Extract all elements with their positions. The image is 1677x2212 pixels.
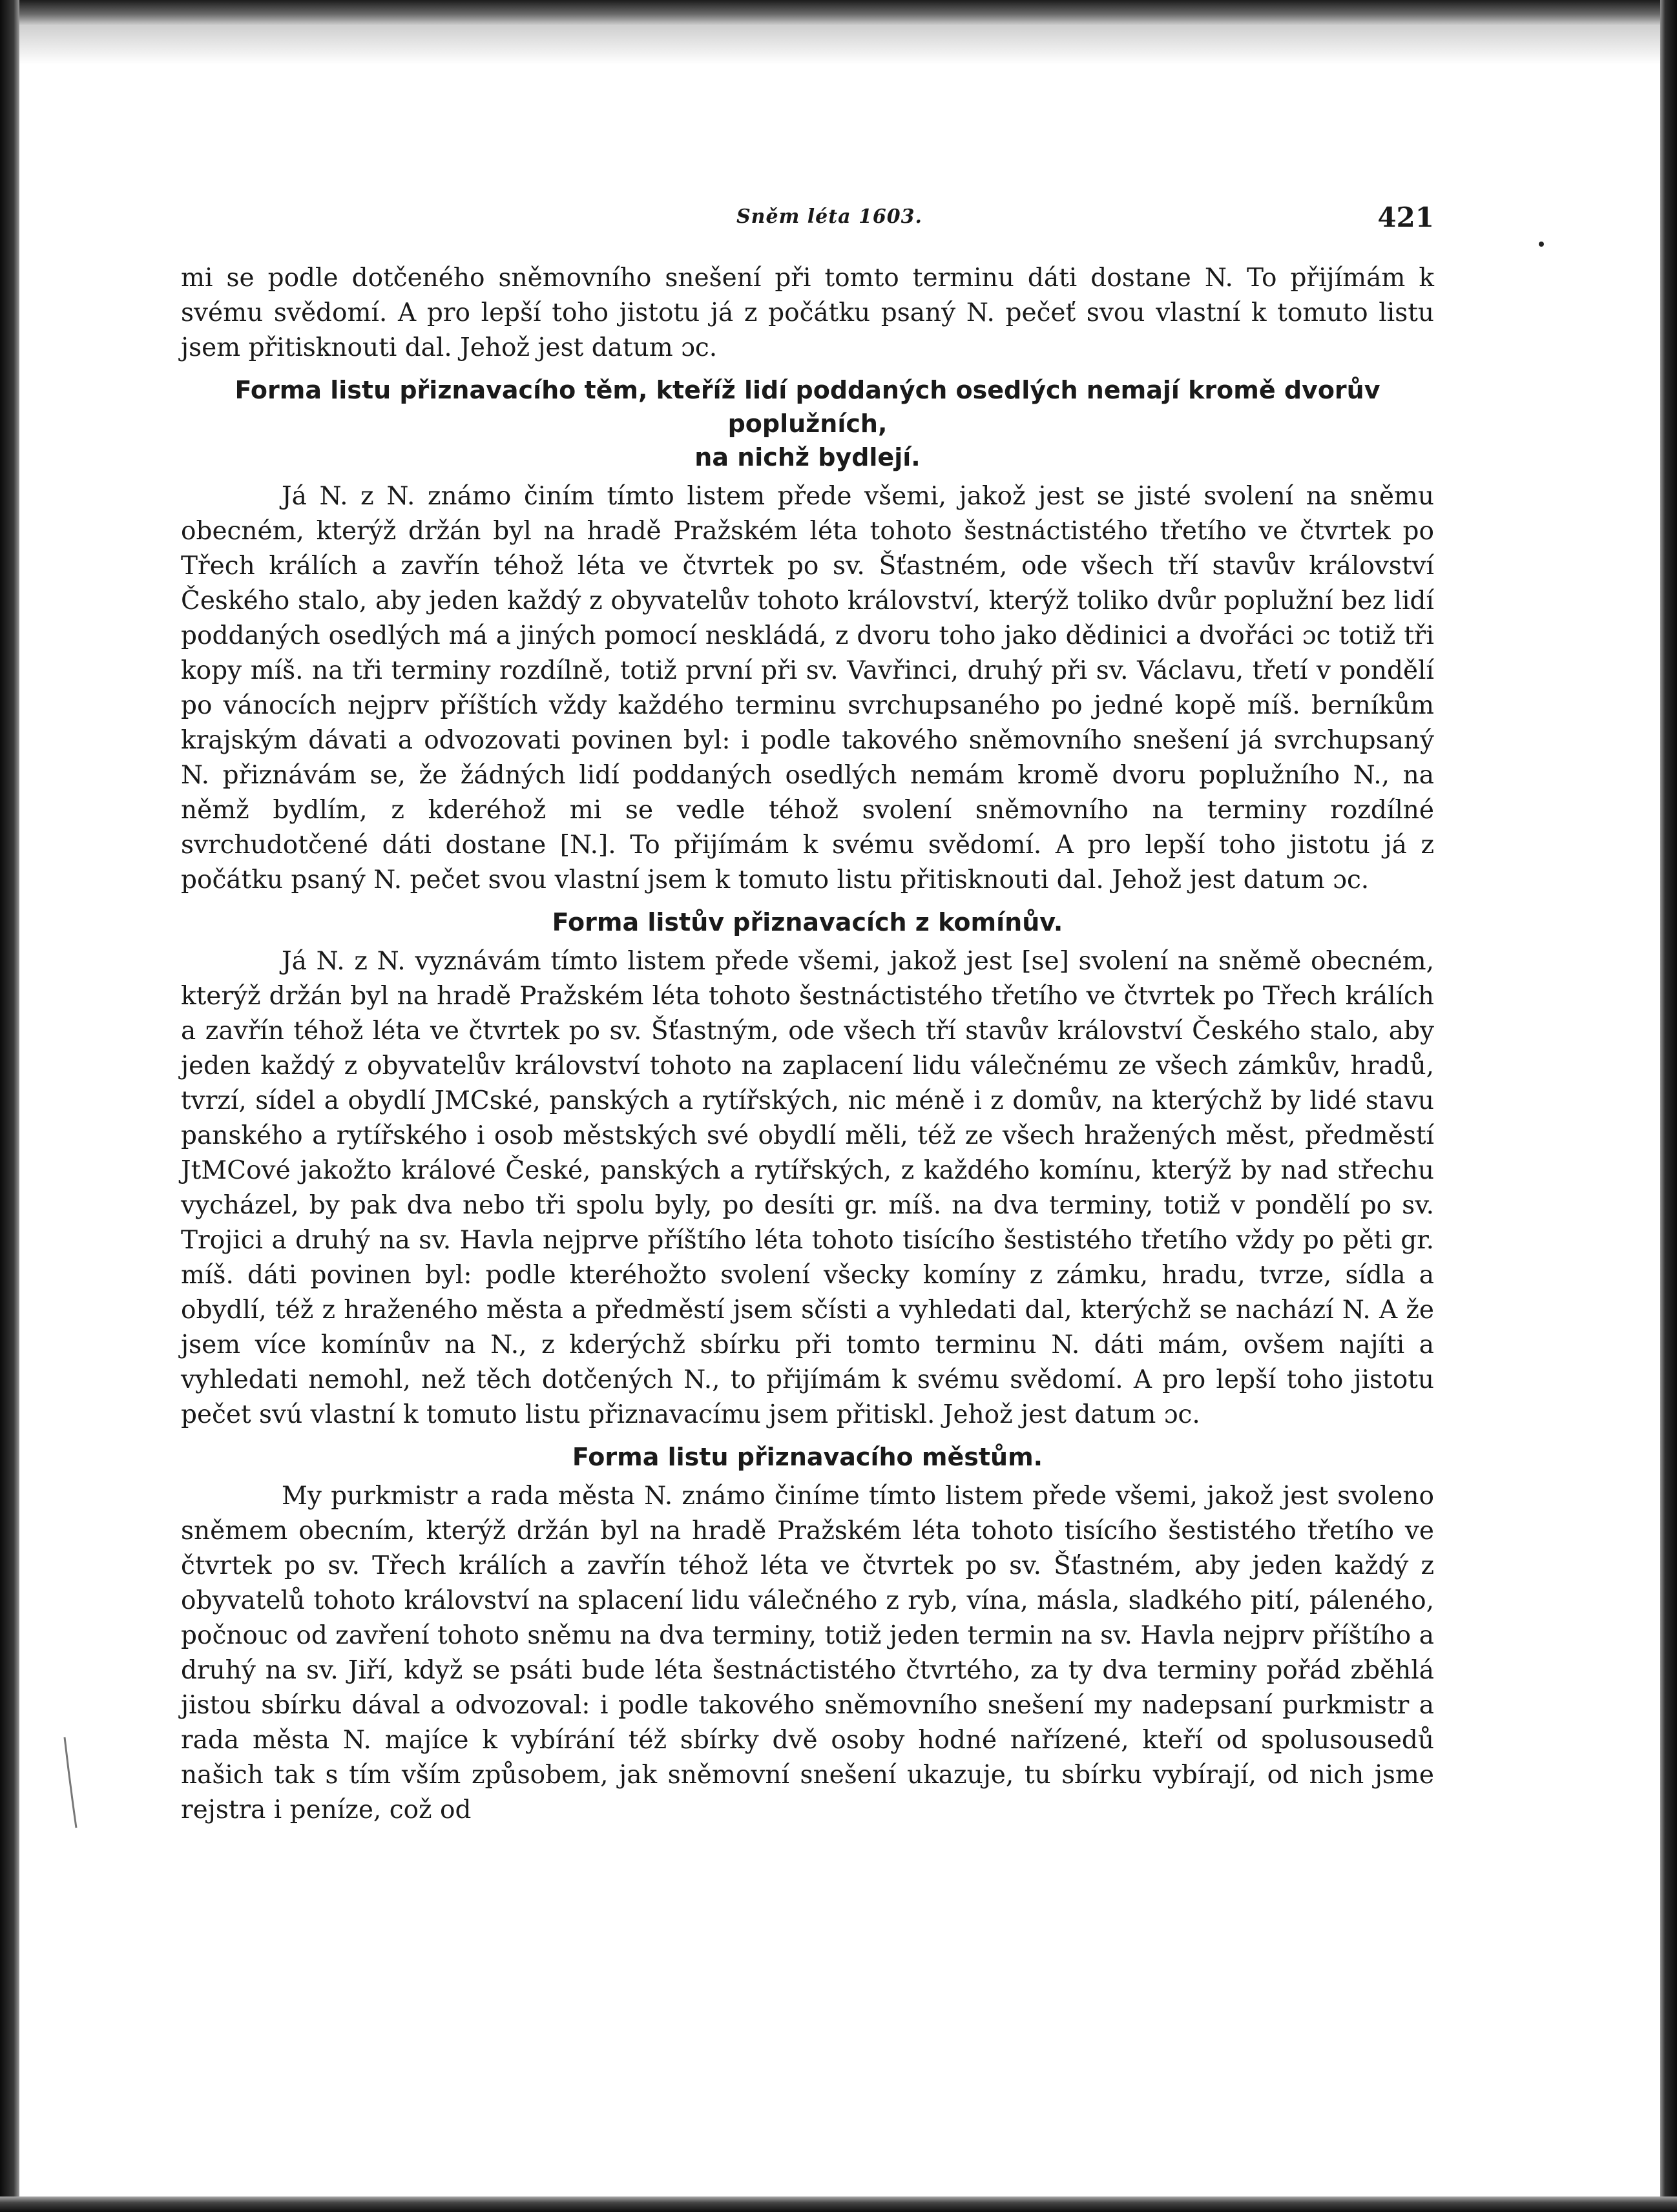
- scan-mark: [65, 1737, 76, 1828]
- section-2-paragraph: Já N. z N. vyznávám tímto listem přede všemi, jakož jest [se] svolení na sněmě obecném, kterýž držán byl na hradě Pražském léta tohoto šestnáctistého třetího ve čtvrtek po Třech králích a zavřín téhož léta ve čtvrtek po sv. Šťastným, ode všech tří stavův království Českého stalo, aby jeden každý z obyvatelův království tohoto na zaplacení lidu válečnému ze všech zámkův, hradů, tvrzí, sídel a obydlí JMCské, panských a rytířských, nic méně i z domův, na kterýchž by lidé stavu panského a rytířského i osob městských své obydlí měli, též ze všech hražených měst, předměstí JtMCové jakožto králové České, panských a rytířských, z každého komínu, kterýž by nad střechu vycházel, by pak dva nebo tři spolu byly, po desíti gr. míš. na dva terminy, totiž v pondělí po sv. Trojici a druhý na sv. Havla nejprve příštího léta tohoto tisícího šestistého třetího vždy po pěti gr. míš. dáti povinen byl: podle kteréhožto svolení všecky komíny z zámku, hradu, tvrze, sídla a obydlí, též z hraženého města a předměstí jsem sčísti a vyhledati dal, kterýchž se nachází N. A že jsem více komínův na N., z kderýchž sbírku při tomto terminu N. dáti mám, ovšem najíti a vyhledati nemohl, než těch dotčených N., to přijímám k svému svědomí. A pro lepší toho jistotu pečet svú vlastní k tomuto listu přiznavacímu jsem přitiskl. Jehož jest datum ɔc.: [181, 947, 1434, 1429]
- running-title: Sněm léta 1603.: [736, 205, 922, 228]
- section-3-paragraph: My purkmistr a rada města N. známo činíme tímto listem přede všemi, jakož jest svoleno sněmem obecním, kterýž držán byl na hradě Pražském léta tohoto tisícího šestistého třetího ve čtvrtek po sv. Třech králích a zavřín téhož léta ve čtvrtek po sv. Šťastném, aby jeden každý z obyvatelů tohoto království na splacení lidu válečného z ryb, vína, másla, sladkého pití, páleného, počnouc od zavření tohoto sněmu na dva terminy, totiž jeden termin na sv. Havla nejprv příštího a druhý na sv. Jiří, když se psáti bude léta šestnáctistého čtvrtého, za ty dva terminy pořád zběhlá jistou sbírku dával a odvozoval: i podle takového sněmovního snešení my nadepsaní purkmistr a rada města N. majíce k vybírání též sbírky dvě osoby hodné nařízené, kteří od spolusousedů našich tak s tím vším způsobem, jak sněmovní snešení ukazuje, tu sbírku vybírají, od nich jsme rejstra i peníze, což od: [181, 1482, 1434, 1824]
- page-body: [181, 261, 1434, 1828]
- section-1-heading-line-2: na nichž bydlejí.: [694, 443, 921, 471]
- page-number: 421: [1377, 202, 1434, 233]
- section-2-heading-line-1: Forma listův přiznavacích z komínův.: [552, 908, 1063, 936]
- section-3-heading: [181, 1440, 1434, 1474]
- section-3-heading-line-1: Forma listu přiznavacího městům.: [572, 1443, 1043, 1471]
- section-1-heading-line-1: Forma listu přiznavacího těm, kteříž lidí poddaných osedlých nemají kromě dvorův poplužních,: [234, 376, 1380, 438]
- scan-speck: [1539, 242, 1544, 247]
- section-2-heading: [181, 905, 1434, 939]
- section-1-heading: [181, 373, 1434, 474]
- opening-paragraph: mi se podle dotčeného sněmovního snešení při tomto terminu dáti dostane N. To přijímám k svému svědomí. A pro lepší toho jistotu já z počátku psaný N. pečeť svou vlastní k tomuto listu jsem přitisknouti dal. Jehož jest datum ɔc.: [181, 264, 1434, 362]
- section-1-paragraph: Já N. z N. známo činím tímto listem přede všemi, jakož jest se jisté svolení na sněmu obecném, kterýž držán byl na hradě Pražském léta tohoto šestnáctistého třetího ve čtvrtek po Třech králích a zavřín téhož léta ve čtvrtek po sv. Šťastném, ode všech tří stavův království Českého stalo, aby jeden každý z obyvatelův tohoto království, kterýž toliko dvůr poplužní bez lidí poddaných osedlých má a jiných pomocí neskládá, z dvoru toho jako dědinici a dvořáci ɔc totiž tři kopy míš. na tři terminy rozdílně, totiž první při sv. Vavřinci, druhý při sv. Václavu, třetí v pondělí po vánocích nejprv příštích vždy každého terminu svrchupsaného po jedné kopě míš. berníkům krajským dávati a odvozovati povinen byl: i podle takového sněmovního snešení já svrchupsaný N. přiznávám se, že žádných lidí poddaných osedlých nemám kromě dvoru poplužního N., na němž bydlím, z kderéhož mi se vedle téhož svolení sněmovního na terminy rozdílné svrchudotčené dáti dostane [N.]. To přijímám k svému svědomí. A pro lepší toho jistotu já z počátku psaný N. pečet svou vlastní jsem k tomuto listu přitisknouti dal. Jehož jest datum ɔc.: [181, 482, 1434, 894]
- running-head: [181, 202, 1434, 240]
